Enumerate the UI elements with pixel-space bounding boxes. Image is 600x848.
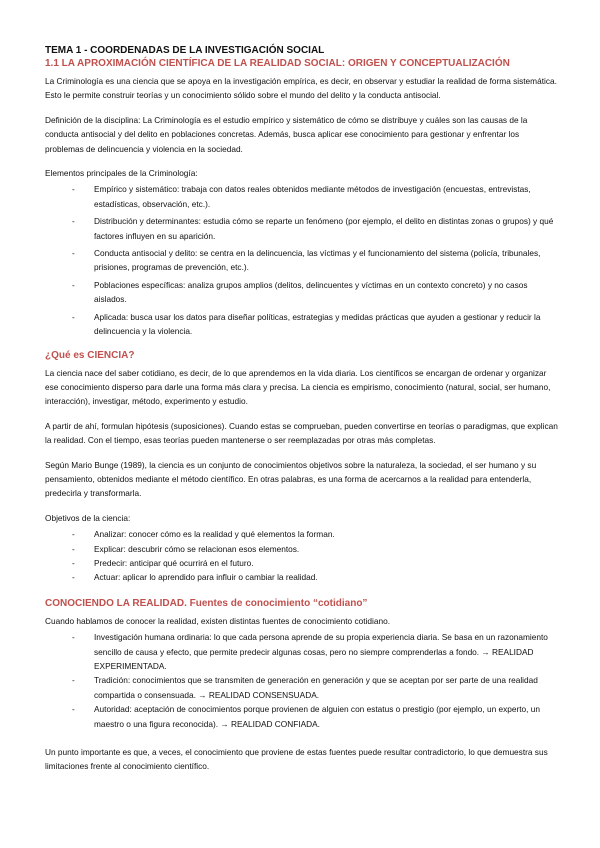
- paragraph: Un punto importante es que, a veces, el conocimiento que proviene de estas fuentes puede resultar contradictorio, lo que demuestra sus limitaciones frente al conocimiento científico.: [45, 747, 548, 772]
- paragraph: Según Mario Bunge (1989), la ciencia es un conjunto de conocimientos objetivos sobre la naturaleza, la sociedad, el ser humano y su pensamiento, obtenidos mediante el método científico. En otras palabras, es una forma de acercarnos a la realidad para entenderla, predecirla y transformarla.: [45, 459, 537, 499]
- list-item: [45, 527, 560, 541]
- bullet: -: [72, 216, 75, 227]
- list-item: [45, 673, 560, 702]
- list-item-text: Autoridad: aceptación de conocimientos porque provienen de alguien con estatus o prestigio (por ejemplo, un experto, un maestro o una figura reconocida). → REALIDAD CONFIADA.: [94, 704, 541, 729]
- list-item: [45, 630, 560, 673]
- list-item-text: Conducta antisocial y delito: se centra en la delincuencia, las víctimas y el funcionamiento del sistema (policía, tribunales, prisiones, programas de prevención, etc.).: [94, 248, 541, 273]
- criminology-elements-list: [45, 182, 560, 338]
- list-item: [45, 542, 560, 556]
- bullet: -: [72, 311, 75, 322]
- list-item: [45, 310, 560, 339]
- paragraph: Definición de la disciplina: La Criminología es el estudio empírico y sistemático de cómo se distribuye y cuáles son las causas de la conducta antisocial y del delito en poblaciones concretas. Además, busca aplicar ese conocimiento para gestionar y enfrentar los problemas de delincuencia y violencia en la sociedad.: [45, 114, 528, 154]
- bullet: -: [72, 632, 75, 643]
- list-item-text: Distribución y determinantes: estudia cómo se reparte un fenómeno (por ejemplo, el delito en distintas zonas o grupos) y qué factores influyen en su aparición.: [94, 216, 554, 241]
- list-item-text: Aplicada: busca usar los datos para diseñar políticas, estrategias y medidas prácticas que ayuden a gestionar y reducir la delincuencia y la violencia.: [94, 311, 541, 337]
- list-item-text: Tradición: conocimientos que se transmiten de generación en generación y que se aceptan por ser parte de una realidad compartida o consensuada. → REALIDAD CONSENSUADA.: [94, 675, 538, 700]
- list-item: [45, 702, 560, 731]
- list-item-text: Analizar: conocer cómo es la realidad y qué elementos la forman.: [94, 529, 335, 540]
- list-item: [45, 570, 560, 584]
- paragraph: Cuando hablamos de conocer la realidad, existen distintas fuentes de conocimiento cotidiano.: [45, 615, 390, 626]
- bullet: -: [72, 529, 75, 540]
- section-heading-realidad: CONOCIENDO LA REALIDAD. Fuentes de conocimiento “cotidiano”: [45, 597, 368, 609]
- list-item: [45, 214, 560, 243]
- list-intro: Objetivos de la ciencia:: [45, 512, 131, 523]
- list-item-text: Empírico y sistemático: trabaja con datos reales obtenidos mediante métodos de investigación (encuestas, entrevistas, estadísticas, observación, etc.).: [94, 184, 531, 209]
- list-item: [45, 278, 560, 307]
- list-item-text: Investigación humana ordinaria: lo que cada persona aprende de su propia experiencia diaria. Se basa en un razonamiento sencillo de causa y efecto, que permite predecir algunas cosas, pero no siempre comprenderlas a fondo. → REALIDAD EXPERIMENTADA.: [94, 632, 548, 671]
- paragraph: La ciencia nace del saber cotidiano, es decir, de lo que aprendemos en la vida diaria. Los científicos se encargan de ordenar y organizar ese conocimiento disperso para darle una forma más clara y precisa. La ciencia es empirismo, conocimiento (natural, social, ser humano, interacción), investigar, método, experimento y estudio.: [45, 367, 551, 407]
- list-item: [45, 246, 560, 275]
- section-heading-ciencia: ¿Qué es CIENCIA?: [45, 349, 135, 361]
- bullet: -: [72, 675, 75, 686]
- document-title: TEMA 1 - COORDENADAS DE LA INVESTIGACIÓN SOCIAL: [45, 45, 325, 56]
- bullet: -: [72, 572, 75, 583]
- list-item: [45, 182, 560, 211]
- list-item: [45, 556, 560, 570]
- bullet: -: [72, 543, 75, 554]
- bullet: -: [72, 279, 75, 290]
- bullet: -: [72, 557, 75, 568]
- science-objectives-list: [45, 527, 560, 585]
- list-item-text: Poblaciones específicas: analiza grupos amplios (delitos, delincuentes y víctimas en un contexto concreto) y no casos aislados.: [94, 279, 528, 305]
- bullet: -: [72, 184, 75, 195]
- section-heading-origin: 1.1 LA APROXIMACIÓN CIENTÍFICA DE LA REALIDAD SOCIAL: ORIGEN Y CONCEPTUALIZACIÓN: [45, 58, 510, 69]
- list-item-text: Predecir: anticipar qué ocurrirá en el futuro.: [94, 557, 254, 568]
- bullet: -: [72, 248, 75, 259]
- knowledge-sources-list: [45, 630, 560, 731]
- bullet: -: [72, 704, 75, 715]
- list-intro: Elementos principales de la Criminología:: [45, 168, 198, 179]
- paragraph: A partir de ahí, formulan hipótesis (suposiciones). Cuando estas se comprueban, pueden convertirse en teorías o paradigmas, que explican la realidad. Con el tiempo, esas teorías pueden mantenerse o ser reemplazadas por otras más completas.: [45, 420, 558, 446]
- paragraph: La Criminología es una ciencia que se apoya en la investigación empírica, es decir, en observar y estudiar la realidad de forma sistemática. Esto le permite construir teorías y un conocimiento sólido sobre el mundo del delito y la conducta antisocial.: [45, 76, 557, 101]
- list-item-text: Explicar: descubrir cómo se relacionan esos elementos.: [94, 543, 300, 554]
- list-item-text: Actuar: aplicar lo aprendido para influir o cambiar la realidad.: [94, 572, 318, 583]
